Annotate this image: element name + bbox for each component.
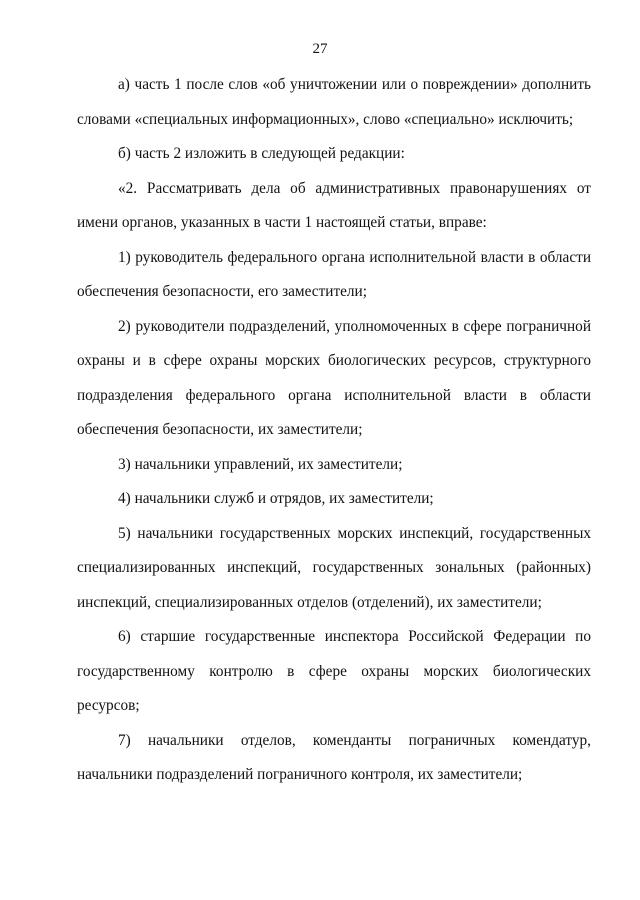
list-item-4: 4) начальники служб и отрядов, их заместители; <box>118 490 434 507</box>
paragraph-b: б) часть 2 изложить в следующей редакции: <box>118 145 405 162</box>
paragraph-a: а) часть 1 после слов «об уничтожении или о повреждении» дополнить словами «специальных информационных», слово «специально» исключить; <box>77 76 591 128</box>
list-item-2: 2) руководители подразделений, уполномоченных в сфере пограничной охраны и в сфере охраны морских биологических ресурсов, структурного подразделения федерального органа исполнительной власти в области обеспечения безопасности, их заместители; <box>77 317 591 438</box>
list-item-3: 3) начальники управлений, их заместители; <box>118 455 403 473</box>
list-item-7: 7) начальники отделов, коменданты пограничных комендатур, начальники подразделений пограничного контроля, их заместители; <box>77 731 591 783</box>
list-item-5: 5) начальники государственных морских инспекций, государственных специализированных инспекций, государственных зональных (районных) инспекций, специализированных отделов (отделений), их заместители; <box>77 524 591 611</box>
page-number: 27 <box>312 41 328 57</box>
list-item-6: 6) старшие государственные инспектора Российской Федерации по государственному контролю в сфере охраны морских биологических ресурсов; <box>77 628 591 714</box>
list-item-1: 1) руководитель федерального органа исполнительной власти в области обеспечения безопасности, его заместители; <box>77 248 591 300</box>
document-body <box>77 68 591 793</box>
paragraph-intro: «2. Рассматривать дела об административных правонарушениях от имени органов, указанных в части 1 настоящей статьи, вправе: <box>77 179 591 231</box>
